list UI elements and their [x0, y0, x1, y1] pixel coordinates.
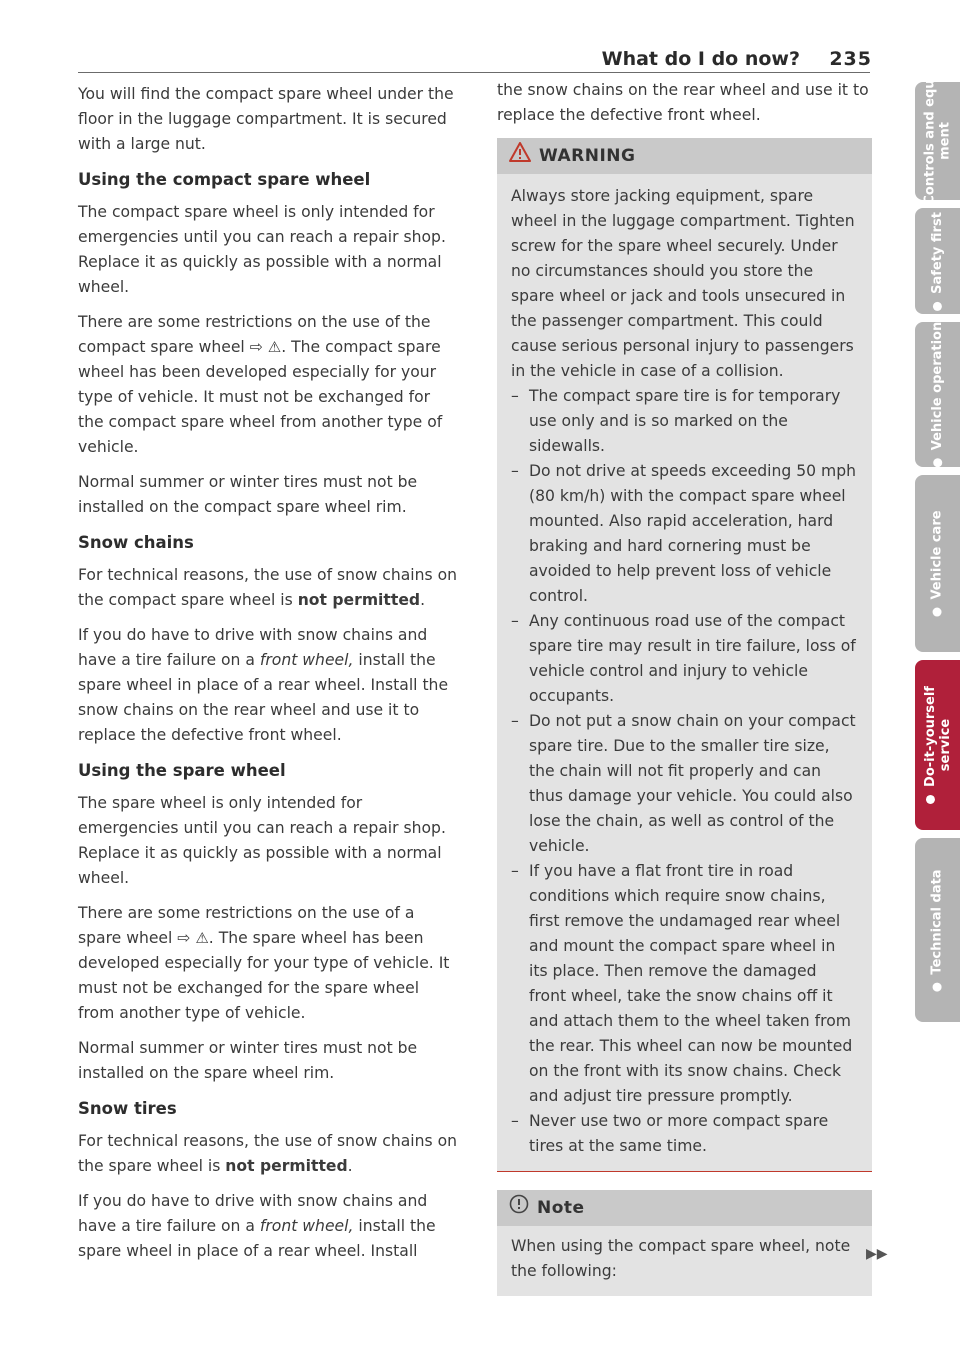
continuation-paragraph: the snow chains on the rear wheel and use it to replace the defective front wheel. — [497, 81, 869, 124]
snow-tires-p1-end: . — [347, 1157, 353, 1175]
tab-label-line2: ment — [937, 122, 953, 160]
list-item: – Do not put a snow chain on your compact spare tire. Due to the smaller tire size, the chain will not fit properly and can thus damage your vehicle. You could also lose the chain, as well as control of the vehicle. — [511, 712, 856, 855]
warning-header — [497, 138, 872, 174]
bullet-icon — [933, 301, 942, 310]
list-item: – Any continuous road use of the compact spare tire may result in tire failure, loss of vehicle control and injury to vehicle occupants. — [511, 612, 856, 705]
tab-label-line1: Do-it-yourself — [922, 686, 938, 787]
list-item-text: Do not drive at speeds exceeding 50 mph (80 km/h) with the compact spare wheel mounted. Also rapid acceleration, hard braking and hard cornering must be avoided to help prevent loss of vehicle control. — [529, 462, 857, 605]
snow-chains-paragraph-1 — [78, 563, 458, 613]
snow-tires-heading: Snow tires — [78, 1099, 177, 1118]
spare-paragraph-1: The spare wheel is only intended for emergencies until you can reach a repair shop. Replace it as quickly as possible with a normal wheel. — [78, 794, 446, 887]
snow-tires-p2-end: install the spare wheel in place of a rear wheel. Install — [78, 1217, 436, 1260]
compact-paragraph-3: Normal summer or winter tires must not be installed on the compact spare wheel rim. — [78, 473, 418, 516]
bullet-icon — [933, 458, 942, 467]
front-wheel-emphasis: front wheel, — [259, 1217, 354, 1235]
right-column — [497, 78, 872, 1296]
tab-safety-first[interactable] — [915, 208, 960, 314]
tab-label — [923, 686, 953, 804]
warning-list — [511, 384, 858, 1159]
tab-label-text: Vehicle care — [930, 510, 945, 600]
compact-paragraph-1: The compact spare wheel is only intended for emergencies until you can reach a repair shop. Replace it as quickly as possible with a normal wheel. — [78, 203, 446, 296]
tab-vehicle-care[interactable] — [915, 475, 960, 652]
warning-ref-icon[interactable]: ⚠ — [195, 929, 209, 947]
spare-p2-start: There are some restrictions on the use of a spare wheel ⇨ — [78, 904, 415, 947]
snow-tires-p1-start: For technical reasons, the use of snow chains on the spare wheel is — [78, 1132, 458, 1175]
warning-body — [497, 174, 872, 1172]
compact-p2-end: . The compact spare wheel has been developed especially for your type of vehicle. It must not be exchanged for the compact spare wheel from another type of vehicle. — [78, 338, 443, 456]
snow-chains-heading: Snow chains — [78, 533, 194, 552]
list-item: – If you have a flat front tire in road conditions which require snow chains, first remove the undamaged rear wheel and mount the compact spare wheel in its place. Then remove the damaged front wheel, take the snow chains off it and attach them to the wheel taken from the rear. This wheel can now be mounted on the front with its snow chains. Check and adjust tire pressure promptly. — [511, 862, 853, 1105]
note-body — [497, 1226, 872, 1296]
tab-label-text: Safety first — [930, 211, 946, 294]
front-wheel-emphasis: front wheel, — [259, 651, 354, 669]
note-label: Note — [537, 1197, 585, 1218]
list-item-text: Do not put a snow chain on your compact spare tire. Due to the smaller tire size, the chain will not fit properly and can thus damage your vehicle. You could also lose the chain, as well as control of the vehicle. — [529, 712, 856, 855]
tab-controls-and-equipment[interactable] — [915, 60, 960, 205]
warning-box — [497, 138, 872, 1172]
continue-arrow-icon: ▶▶ — [866, 1246, 888, 1262]
bullet-icon — [933, 608, 942, 617]
tab-label-line1: Controls and equip- — [922, 60, 938, 205]
list-item: – Never use two or more compact spare tires at the same time. — [511, 1112, 829, 1155]
tab-label — [930, 510, 945, 616]
chapter-title: What do I do now? — [601, 48, 800, 70]
tab-technical-data[interactable] — [915, 838, 960, 1022]
list-item-text: Never use two or more compact spare tires at the same time. — [529, 1112, 829, 1155]
left-column — [78, 82, 458, 1274]
snow-chains-p1-end: . — [420, 591, 426, 609]
snow-tires-paragraph-1 — [78, 1129, 458, 1179]
note-header — [497, 1190, 872, 1226]
warning-label: WARNING — [539, 145, 636, 166]
snow-chains-p1-start: For technical reasons, the use of snow chains on the compact spare wheel is — [78, 566, 458, 609]
not-permitted-emphasis: not permitted — [297, 591, 421, 609]
list-item-text: Any continuous road use of the compact spare tire may result in tire failure, loss of vehicle control and injury to vehicle occupants. — [529, 612, 856, 705]
page-header — [78, 46, 870, 73]
list-item-text: The compact spare tire is for temporary use only and is so marked on the sidewalls. — [529, 387, 841, 455]
bullet-icon — [933, 982, 942, 991]
tab-label-line2: service — [937, 718, 953, 772]
compact-paragraph-2 — [78, 310, 458, 460]
list-item: – The compact spare tire is for temporary use only and is so marked on the sidewalls. — [511, 387, 841, 455]
list-item: – Do not drive at speeds exceeding 50 mph (80 km/h) with the compact spare wheel mounted. Also rapid acceleration, hard braking and hard cornering must be avoided to help prevent loss of vehicle control. — [511, 462, 857, 605]
tab-label-text: Technical data — [930, 868, 945, 975]
warning-ref-icon[interactable]: ⚠ — [267, 338, 282, 356]
warning-intro: Always store jacking equipment, spare wheel in the luggage compartment. Tighten screw for the spare wheel securely. Under no circumstances should you store the spare wheel or jack and tools unsecured in the passenger compartment. This could cause serious personal injury to passengers in the vehicle in case of a collision. — [511, 187, 855, 380]
spare-wheel-heading: Using the spare wheel — [78, 761, 286, 780]
compact-p2-start: There are some restrictions on the use of the compact spare wheel ⇨ — [78, 313, 431, 356]
tab-label-text: Vehicle operation — [930, 321, 946, 451]
compact-spare-heading: Using the compact spare wheel — [78, 170, 371, 189]
note-box — [497, 1190, 872, 1296]
tab-label — [930, 212, 945, 311]
warning-triangle-icon — [509, 142, 531, 170]
spare-paragraph-2 — [78, 901, 458, 1026]
bullet-icon — [926, 795, 935, 804]
note-info-icon — [509, 1194, 529, 1222]
snow-chains-paragraph-2 — [78, 623, 458, 748]
intro-paragraph: You will find the compact spare wheel under the floor in the luggage compartment. It is secured with a large nut. — [78, 85, 454, 153]
snow-tires-paragraph-2 — [78, 1189, 458, 1264]
snow-tires-p2-start: If you do have to drive with snow chains and have a tire failure on a — [78, 1192, 428, 1235]
spare-paragraph-3: Normal summer or winter tires must not be installed on the spare wheel rim. — [78, 1039, 418, 1082]
tab-do-it-yourself-service[interactable] — [915, 660, 960, 830]
page-number: 235 — [829, 48, 872, 70]
note-text: When using the compact spare wheel, note the following: — [511, 1237, 851, 1280]
tab-label — [930, 869, 945, 991]
tab-label — [923, 60, 953, 221]
snow-chains-p2-end: install the spare wheel in place of a rear wheel. Install the snow chains on the rear wheel and use it to replace the defective front wheel. — [78, 651, 449, 744]
not-permitted-emphasis: not permitted — [225, 1157, 348, 1175]
tab-vehicle-operation[interactable] — [915, 322, 960, 467]
tab-label — [930, 322, 945, 467]
spare-p2-end: . The spare wheel has been developed especially for your type of vehicle. It must not be exchanged for the spare wheel from another type of vehicle. — [78, 929, 450, 1022]
list-item-text: If you have a flat front tire in road conditions which require snow chains, first remove the undamaged rear wheel and mount the compact spare wheel in its place. Then remove the damaged front wheel, take the snow chains off it and attach them to the wheel taken from the rear. This wheel can now be mounted on the front with its snow chains. Check and adjust tire pressure promptly. — [529, 862, 853, 1105]
snow-chains-p2-start: If you do have to drive with snow chains and have a tire failure on a — [78, 626, 428, 669]
